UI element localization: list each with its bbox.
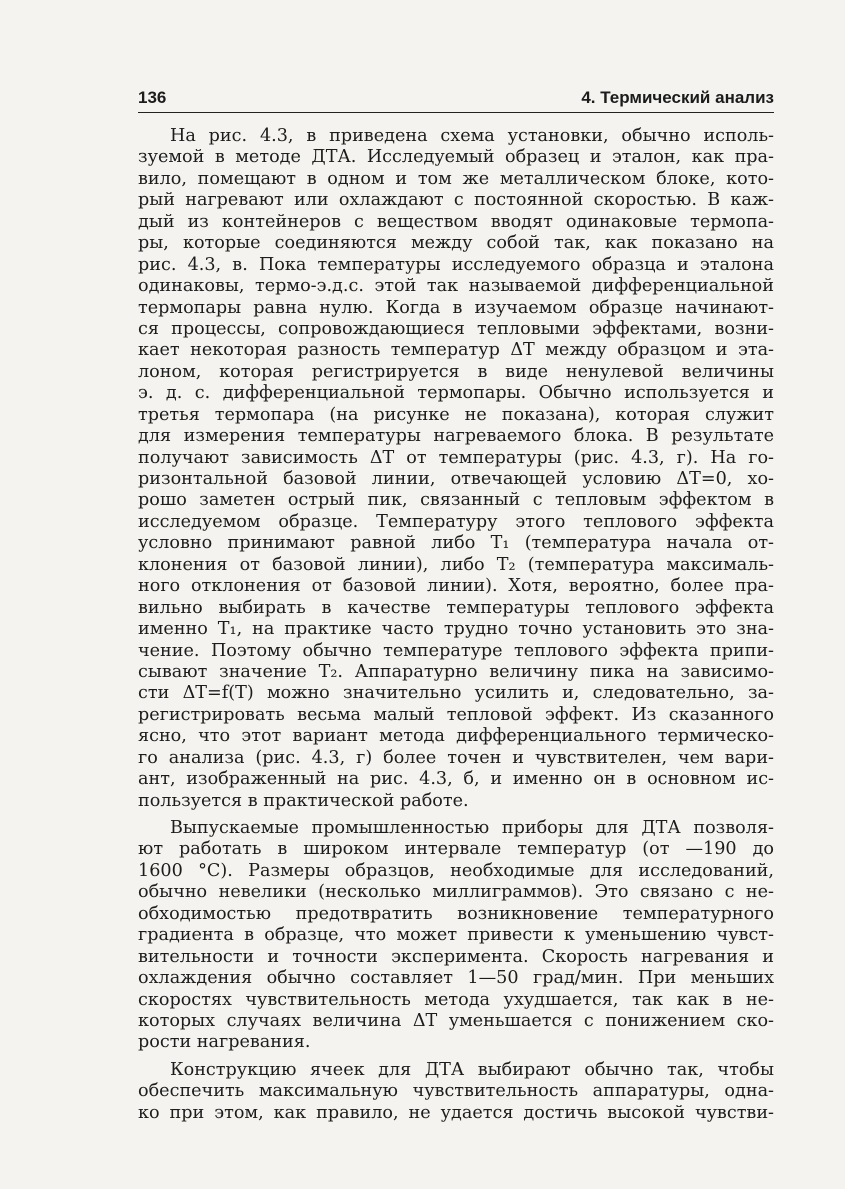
text-line: для измерения температуры нагреваемого блока. В результате	[138, 426, 774, 447]
text-line: лоном, которая регистрируется в виде ненулевой величины	[138, 361, 774, 382]
text-line: ко при этом, как правило, не удается достичь высокой чувстви-	[138, 1102, 774, 1123]
text-line: охлаждения обычно составляет 1—50 град/мин. При меньших	[138, 968, 774, 989]
paragraph	[138, 818, 774, 1054]
text-line: получают зависимость ΔT от температуры (рис. 4.3, г). На го-	[138, 447, 774, 468]
text-line: ся процессы, сопровождающиеся тепловыми эффектами, возни-	[138, 318, 774, 339]
text-line: ют работать в широком интервале температур (от —190 до	[138, 839, 774, 860]
text-line: третья термопара (на рисунке не показана), которая служит	[138, 404, 774, 425]
running-head: 4. Термический анализ	[581, 88, 774, 107]
text-line: клонения от базовой линии), либо T₂ (температура максималь-	[138, 554, 774, 575]
text-line: зуемой в методе ДТА. Исследуемый образец и эталон, как пра-	[138, 147, 774, 168]
text-line: ясно, что этот вариант метода дифференциального термическо-	[138, 726, 774, 747]
text-line: дый из контейнеров с веществом вводят одинаковые термопа-	[138, 211, 774, 232]
text-line: вильно выбирать в качестве температуры теплового эффекта	[138, 597, 774, 618]
text-line: Выпускаемые промышленностью приборы для ДТА позволя-	[170, 818, 774, 838]
text-line: ры, которые соединяются между собой так, как показано на	[138, 233, 774, 254]
text-line: 1600 °C). Размеры образцов, необходимые для исследований,	[138, 860, 774, 881]
text-line: э. д. с. дифференциальной термопары. Обычно используется и	[138, 383, 774, 404]
paragraph	[138, 126, 774, 812]
text-line: условно принимают равной либо T₁ (температура начала от-	[138, 533, 774, 554]
text-line: го анализа (рис. 4.3, г) более точен и чувствителен, чем вари-	[138, 747, 774, 768]
text-line: ризонтальной базовой линии, отвечающей условию ΔT=0, хо-	[138, 469, 774, 489]
text-line: именно T₁, на практике часто трудно точно установить это зна-	[138, 619, 774, 640]
text-line: ного отклонения от базовой линии). Хотя, вероятно, более пра-	[138, 576, 774, 597]
text-line: регистрировать весьма малый тепловой эффект. Из сказанного	[138, 704, 774, 725]
text-line: обычно невелики (несколько миллиграммов). Это связано с не-	[138, 882, 774, 903]
text-line: На рис. 4.3, в приведена схема установки, обычно исполь-	[170, 126, 774, 146]
page-header	[138, 84, 774, 113]
text-line: обеспечить максимальную чувствительность аппаратуры, одна-	[138, 1081, 774, 1102]
text-line: вило, помещают в одном и том же металлическом блоке, кото-	[138, 168, 774, 189]
text-line: рый нагревают или охлаждают с постоянной скоростью. В каж-	[138, 190, 774, 211]
text-line: рошо заметен острый пик, связанный с тепловым эффектом в	[138, 490, 774, 511]
text-line: термопары равна нулю. Когда в изучаемом образце начинают-	[138, 297, 774, 318]
text-line: обходимостью предотвратить возникновение температурного	[138, 903, 774, 924]
page-body	[138, 126, 774, 1124]
text-line: градиента в образце, что может привести к уменьшению чувст-	[138, 925, 774, 946]
text-line: рости нагревания.	[138, 1032, 311, 1053]
paragraph	[138, 1060, 774, 1124]
text-line: Конструкцию ячеек для ДТА выбирают обычно так, чтобы	[170, 1059, 774, 1080]
text-line: пользуется в практической работе.	[138, 790, 469, 811]
text-line: которых случаях величина ΔT уменьшается с понижением ско-	[138, 1010, 774, 1031]
text-line: сывают значение T₂. Аппаратурно величину пика на зависимо-	[138, 661, 774, 682]
text-line: сти ΔT=f(T) можно значительно усилить и, следовательно, за-	[138, 683, 774, 704]
text-line: скоростях чувствительность метода ухудшается, так как в не-	[138, 989, 774, 1010]
text-line: одинаковы, термо-э.д.с. этой так называемой дифференциальной	[138, 276, 774, 297]
text-line: чение. Поэтому обычно температуре теплового эффекта припи-	[138, 640, 774, 661]
text-line: кает некоторая разность температур ΔT между образцом и эта-	[138, 340, 774, 361]
text-line: исследуемом образце. Температуру этого теплового эффекта	[138, 511, 774, 532]
text-line: ант, изображенный на рис. 4.3, б, и именно он в основном ис-	[138, 769, 774, 790]
text-line: вительности и точности эксперимента. Скорость нагревания и	[138, 946, 774, 967]
page-number: 136	[138, 88, 167, 107]
text-line: рис. 4.3, в. Пока температуры исследуемого образца и эталона	[138, 254, 774, 275]
